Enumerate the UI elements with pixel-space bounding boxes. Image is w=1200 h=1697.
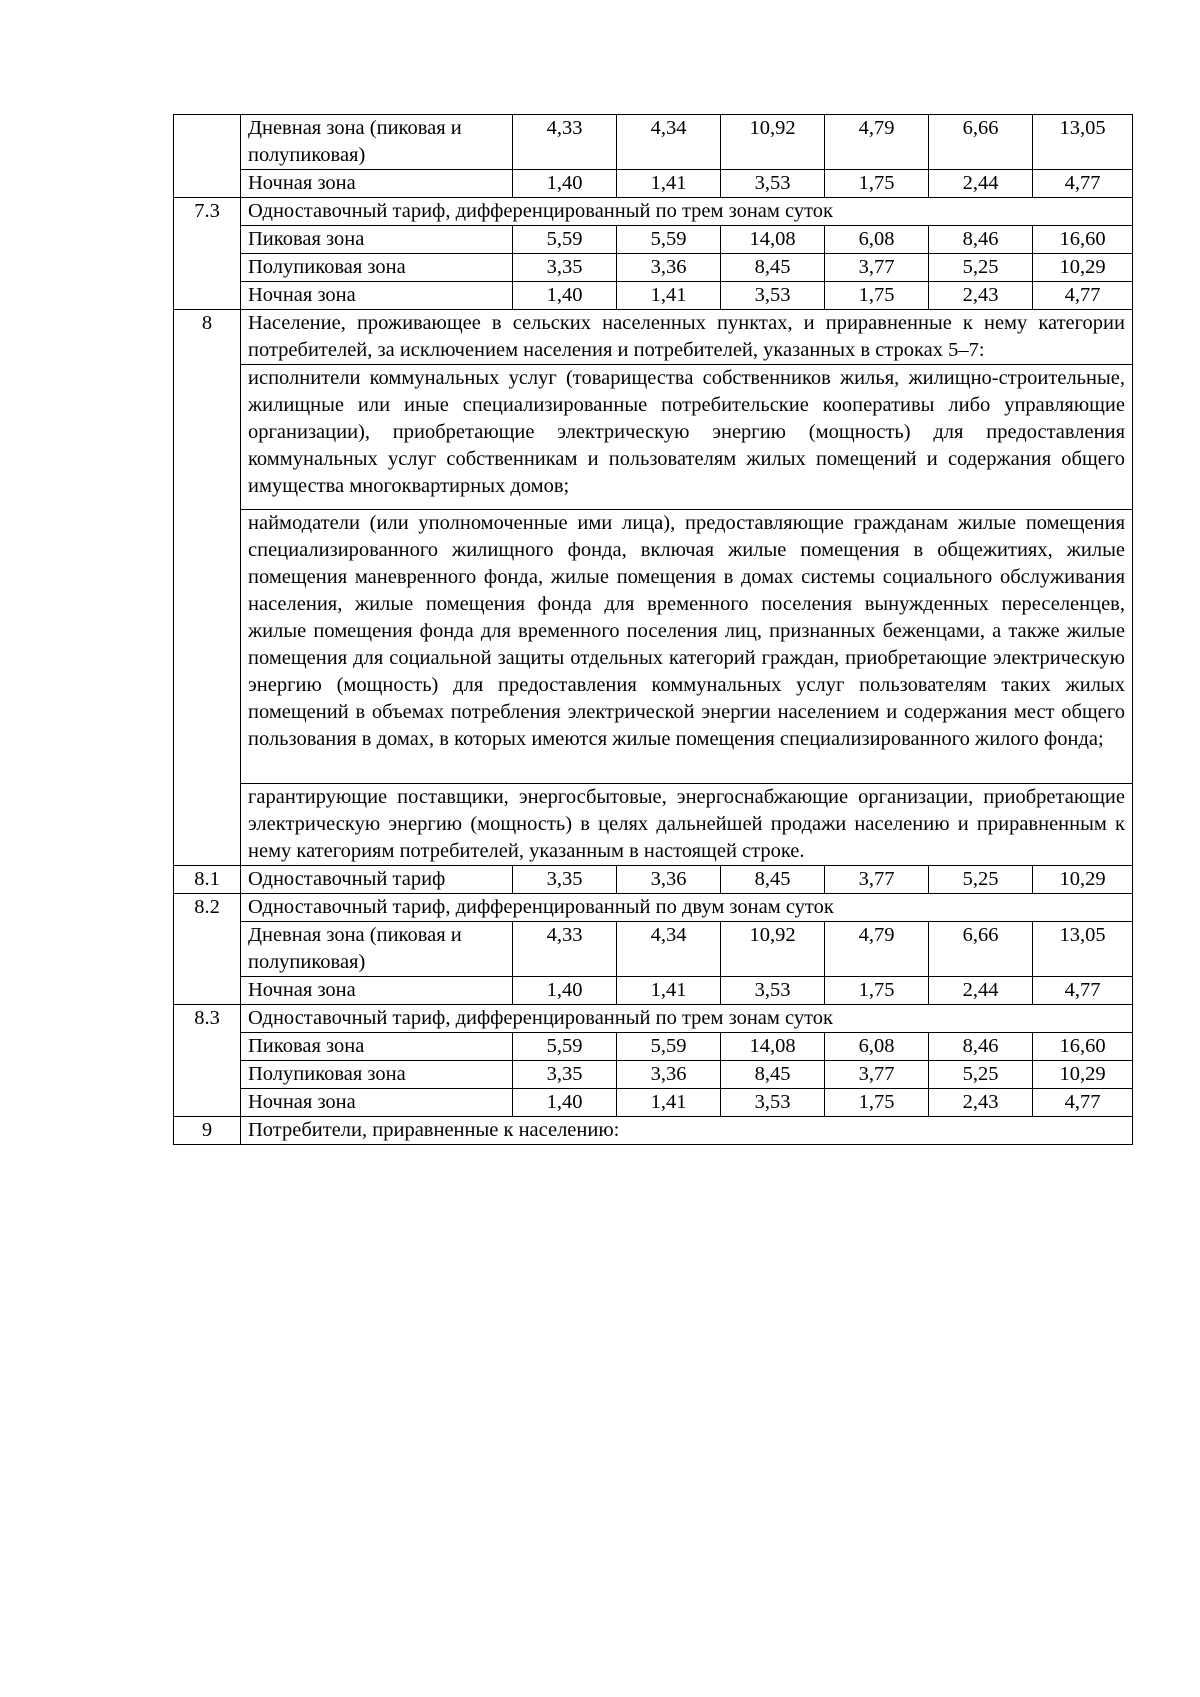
value-cell: 8,45 xyxy=(721,254,825,282)
table-row xyxy=(174,170,1133,198)
table-row xyxy=(174,226,1133,254)
row-8-paragraph: гарантирующие поставщики, энергосбытовые, энергоснабжающие организации, приобретающие электрическую энергию (мощность) в целях дальнейшей продажи населению и приравненным к нему категориям потребителей, указанным в настоящей строке. xyxy=(241,784,1133,866)
value-cell: 3,77 xyxy=(825,1061,929,1089)
row-label: Полупиковая зона xyxy=(241,1061,513,1089)
value-cell: 1,75 xyxy=(825,1089,929,1117)
value-cell: 1,40 xyxy=(513,282,617,310)
row-label: Ночная зона xyxy=(241,977,513,1005)
value-cell: 1,41 xyxy=(617,170,721,198)
value-cell: 3,77 xyxy=(825,254,929,282)
table-row xyxy=(174,1061,1133,1089)
value-cell: 4,77 xyxy=(1033,1089,1133,1117)
table-row xyxy=(174,310,1133,365)
table-row xyxy=(174,198,1133,226)
row-label: Пиковая зона xyxy=(241,1033,513,1061)
row-number-cell: 8.2 xyxy=(174,894,241,1005)
value-cell: 1,40 xyxy=(513,977,617,1005)
value-cell: 6,08 xyxy=(825,1033,929,1061)
value-cell: 4,34 xyxy=(617,922,721,977)
row-label: Ночная зона xyxy=(241,282,513,310)
value-cell: 2,44 xyxy=(929,170,1033,198)
value-cell: 3,53 xyxy=(721,1089,825,1117)
table-row xyxy=(174,1033,1133,1061)
value-cell: 2,43 xyxy=(929,1089,1033,1117)
value-cell: 3,53 xyxy=(721,977,825,1005)
row-section-title: Одноставочный тариф, дифференцированный по трем зонам суток xyxy=(241,198,1133,226)
value-cell: 8,45 xyxy=(721,1061,825,1089)
value-cell: 4,79 xyxy=(825,922,929,977)
value-cell: 3,35 xyxy=(513,1061,617,1089)
row-number-cell: 7.3 xyxy=(174,198,241,310)
row-number-cell: 8 xyxy=(174,310,241,866)
value-cell: 13,05 xyxy=(1033,115,1133,170)
row-section-title: Одноставочный тариф, дифференцированный по трем зонам суток xyxy=(241,1005,1133,1033)
table-row xyxy=(174,1005,1133,1033)
value-cell: 3,36 xyxy=(617,254,721,282)
value-cell: 16,60 xyxy=(1033,1033,1133,1061)
row-label: Одноставочный тариф xyxy=(241,866,513,894)
tariff-table xyxy=(173,114,1133,1145)
table-row xyxy=(174,115,1133,170)
value-cell: 3,77 xyxy=(825,866,929,894)
value-cell: 4,33 xyxy=(513,922,617,977)
table-row xyxy=(174,922,1133,977)
value-cell: 5,59 xyxy=(617,226,721,254)
value-cell: 3,53 xyxy=(721,282,825,310)
value-cell: 10,92 xyxy=(721,922,825,977)
table-row xyxy=(174,1117,1133,1145)
value-cell: 10,29 xyxy=(1033,1061,1133,1089)
value-cell: 1,75 xyxy=(825,977,929,1005)
row-label: Ночная зона xyxy=(241,170,513,198)
value-cell: 3,36 xyxy=(617,866,721,894)
value-cell: 3,53 xyxy=(721,170,825,198)
row-8-paragraph: наймодатели (или уполномоченные ими лица), предоставляющие гражданам жилые помещения специализированного жилищного фонда, включая жилые помещения в общежитиях, жилые помещения маневренного фонда, жилые помещения в домах системы социального обслуживания населения, жилые помещения фонда для временного поселения вынужденных переселенцев, жилые помещения фонда для временного поселения лиц, признанных беженцами, а также жилые помещения для социальной защиты отдельных категорий граждан, приобретающие электрическую энергию (мощность) для предоставления коммунальных услуг пользователям таких жилых помещений в объемах потребления электрической энергии населением и содержания мест общего пользования в домах, в которых имеются жилые помещения специализированного жилого фонда; xyxy=(241,510,1133,784)
value-cell: 4,77 xyxy=(1033,282,1133,310)
row-number-cell: 8.1 xyxy=(174,866,241,894)
value-cell: 5,59 xyxy=(617,1033,721,1061)
value-cell: 3,36 xyxy=(617,1061,721,1089)
row-label: Дневная зона (пиковая и полупиковая) xyxy=(241,115,513,170)
table-row xyxy=(174,977,1133,1005)
row-section-title: Потребители, приравненные к населению: xyxy=(241,1117,1133,1145)
value-cell: 16,60 xyxy=(1033,226,1133,254)
row-label: Ночная зона xyxy=(241,1089,513,1117)
value-cell: 4,79 xyxy=(825,115,929,170)
table-row xyxy=(174,510,1133,784)
value-cell: 4,34 xyxy=(617,115,721,170)
row-label: Дневная зона (пиковая и полупиковая) xyxy=(241,922,513,977)
value-cell: 13,05 xyxy=(1033,922,1133,977)
row-8-intro: Население, проживающее в сельских населенных пунктах, и приравненные к нему категории потребителей, за исключением населения и потребителей, указанных в строках 5–7: xyxy=(241,310,1133,365)
row-8-paragraph: исполнители коммунальных услуг (товарищества собственников жилья, жилищно-строительные, жилищные или иные специализированные потребительские кооперативы либо управляющие организации), приобретающие электрическую энергию (мощность) для предоставления коммунальных услуг собственникам и пользователям жилых помещений и содержания общего имущества многоквартирных домов; xyxy=(241,365,1133,510)
value-cell: 1,41 xyxy=(617,1089,721,1117)
value-cell: 2,44 xyxy=(929,977,1033,1005)
table-row xyxy=(174,866,1133,894)
value-cell: 1,75 xyxy=(825,282,929,310)
value-cell: 10,92 xyxy=(721,115,825,170)
value-cell: 1,75 xyxy=(825,170,929,198)
row-number-cell xyxy=(174,115,241,198)
value-cell: 14,08 xyxy=(721,1033,825,1061)
value-cell: 5,25 xyxy=(929,866,1033,894)
value-cell: 1,41 xyxy=(617,977,721,1005)
value-cell: 6,66 xyxy=(929,115,1033,170)
table-row xyxy=(174,784,1133,866)
row-label: Пиковая зона xyxy=(241,226,513,254)
value-cell: 4,77 xyxy=(1033,977,1133,1005)
row-section-title: Одноставочный тариф, дифференцированный по двум зонам суток xyxy=(241,894,1133,922)
table-row xyxy=(174,254,1133,282)
value-cell: 8,45 xyxy=(721,866,825,894)
value-cell: 10,29 xyxy=(1033,254,1133,282)
value-cell: 6,08 xyxy=(825,226,929,254)
value-cell: 5,59 xyxy=(513,226,617,254)
value-cell: 5,25 xyxy=(929,1061,1033,1089)
row-number-cell: 8.3 xyxy=(174,1005,241,1117)
value-cell: 2,43 xyxy=(929,282,1033,310)
table-row xyxy=(174,894,1133,922)
value-cell: 1,40 xyxy=(513,170,617,198)
value-cell: 10,29 xyxy=(1033,866,1133,894)
value-cell: 6,66 xyxy=(929,922,1033,977)
value-cell: 1,41 xyxy=(617,282,721,310)
row-number-cell: 9 xyxy=(174,1117,241,1145)
value-cell: 8,46 xyxy=(929,1033,1033,1061)
value-cell: 5,25 xyxy=(929,254,1033,282)
table-row xyxy=(174,365,1133,510)
table-row xyxy=(174,282,1133,310)
row-label: Полупиковая зона xyxy=(241,254,513,282)
value-cell: 3,35 xyxy=(513,254,617,282)
value-cell: 4,77 xyxy=(1033,170,1133,198)
value-cell: 3,35 xyxy=(513,866,617,894)
table-row xyxy=(174,1089,1133,1117)
value-cell: 14,08 xyxy=(721,226,825,254)
value-cell: 4,33 xyxy=(513,115,617,170)
value-cell: 5,59 xyxy=(513,1033,617,1061)
value-cell: 8,46 xyxy=(929,226,1033,254)
value-cell: 1,40 xyxy=(513,1089,617,1117)
